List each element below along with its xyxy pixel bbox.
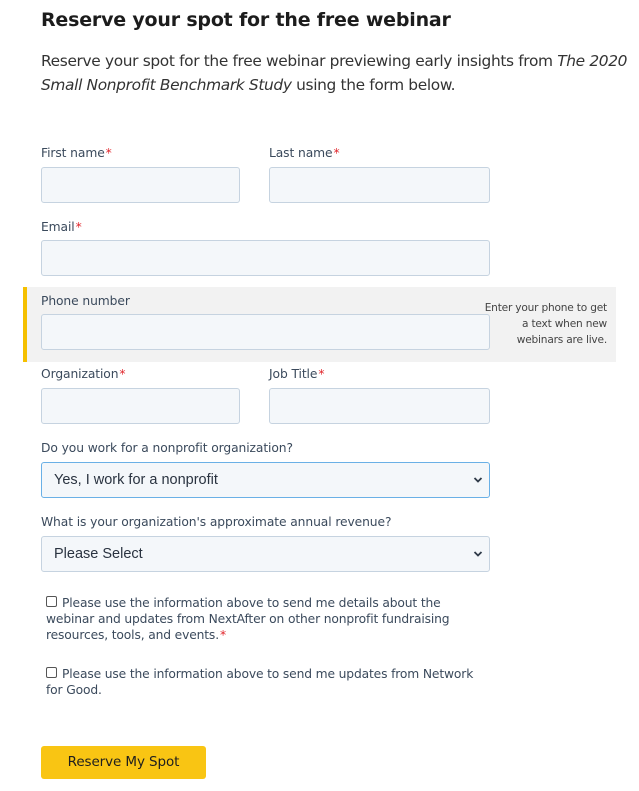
required-asterisk: * (75, 220, 82, 234)
first-name-label: First name* (41, 146, 112, 160)
nonprofit-select-value: Yes, I work for a nonprofit (54, 472, 218, 488)
organization-label: Organization* (41, 367, 126, 381)
chevron-down-icon (473, 475, 483, 485)
intro-suffix: using the form below. (291, 76, 456, 94)
phone-input[interactable] (41, 314, 490, 350)
consent-nfg-row (46, 666, 486, 698)
required-asterisk: * (333, 146, 340, 160)
revenue-select[interactable] (41, 536, 490, 572)
required-asterisk: * (318, 367, 325, 381)
required-asterisk: * (105, 146, 112, 160)
last-name-label: Last name* (269, 146, 340, 160)
phone-label: Phone number (41, 294, 130, 308)
chevron-down-icon (473, 549, 483, 559)
consent-nextafter-label: Please use the information above to send me details about the webinar and updates from NextAfter on other nonprofit fundraising resources, tools, and events. (46, 596, 450, 642)
phone-field-group (23, 287, 616, 362)
required-asterisk: * (219, 628, 226, 642)
email-input[interactable] (41, 240, 490, 276)
first-name-input[interactable] (41, 167, 240, 203)
reserve-my-spot-button[interactable]: Reserve My Spot (41, 746, 206, 779)
last-name-input[interactable] (269, 167, 490, 203)
consent-nfg-checkbox[interactable] (46, 667, 57, 678)
required-asterisk: * (119, 367, 126, 381)
revenue-question-label: What is your organization's approximate annual revenue? (41, 515, 392, 529)
job-title-label: Job Title* (269, 367, 325, 381)
consent-nextafter-row (46, 595, 486, 643)
email-label: Email* (41, 220, 82, 234)
revenue-select-value: Please Select (54, 546, 143, 562)
nonprofit-question-label: Do you work for a nonprofit organization? (41, 441, 293, 455)
consent-nfg-label: Please use the information above to send me updates from Network for Good. (46, 667, 474, 697)
nonprofit-select[interactable] (41, 462, 490, 498)
job-title-input[interactable] (269, 388, 490, 424)
phone-help-text: Enter your phone to get a text when new webinars are live. (484, 302, 607, 346)
consent-nextafter-checkbox[interactable] (46, 596, 57, 607)
intro-text (41, 49, 631, 97)
intro-prefix: Reserve your spot for the free webinar previewing early insights from (41, 52, 558, 70)
study-title: The 2020 Small Nonprofit Benchmark Study (41, 52, 628, 94)
organization-input[interactable] (41, 388, 240, 424)
page-title: Reserve your spot for the free webinar (41, 9, 451, 31)
